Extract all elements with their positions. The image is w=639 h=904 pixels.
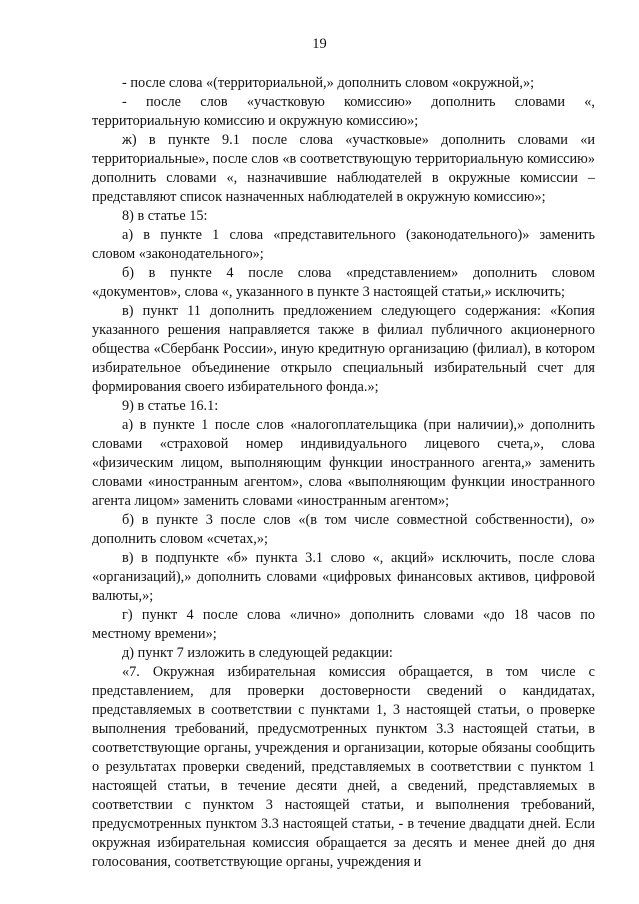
paragraph: ж) в пункте 9.1 после слова «участковые» дополнить словами «и территориальные», после слов «в соответствующую территориальную комиссию» дополнить словами «, назначившие наблюдателей в окружные комиссии – представляют список назначенных наблюдателей в окружную комиссию»;	[92, 132, 595, 205]
paragraph: «7. Окружная избирательная комиссия обращается, в том числе с представлением, для проверки достоверности сведений о кандидатах, представляемых в соответствии с пунктами 1, 3 настоящей статьи, о проверке выполнения требований, предусмотренных пунктом 3.3 настоящей статьи, в соответствующие органы, учреждения и организации, которые обязаны сообщить о результатах проверки сведений, представляемых в соответствии с пунктом 1 настоящей статьи, в течение десяти дней, а сведений, представляемых в соответствии с пунктом 3 настоящей статьи, и выполнения требований, предусмотренных пунктом 3.3 настоящей статьи, - в течение двадцати дней. Если окружная избирательная комиссия обращается за десять и менее дней до дня голосования, соответствующие органы, учреждения и	[92, 664, 595, 870]
paragraph: б) в пункте 4 после слова «представлением» дополнить словом «документов», слова «, указанного в пункте 3 настоящей статьи,» исключить;	[92, 265, 595, 300]
page-number: 19	[312, 36, 327, 52]
paragraph: 9) в статье 16.1:	[122, 398, 219, 414]
paragraph: в) в подпункте «б» пункта 3.1 слово «, акций» исключить, после слова «организаций),» дополнить словами «цифровых финансовых активов, цифровой валюты,»;	[92, 550, 595, 604]
paragraph: 8) в статье 15:	[122, 208, 208, 224]
paragraph: а) в пункте 1 после слов «налогоплательщика (при наличии),» дополнить словами «страховой номер индивидуального лицевого счета,», слова «физическим лицом, выполняющим функции иностранного агента,» заменить словами «иностранным агентом», слова «выполняющим функции иностранного агента лицом» заменить словами «иностранным агентом»;	[92, 417, 595, 509]
paragraph: а) в пункте 1 слова «представительного (законодательного)» заменить словом «законодательного»;	[92, 227, 595, 262]
document-body	[92, 74, 595, 872]
paragraph: в) пункт 11 дополнить предложением следующего содержания: «Копия указанного решения направляется также в филиал публичного акционерного общества «Сбербанк России», иную кредитную организацию (филиал), в котором избирательное объединение открыло специальный избирательный счет для формирования своего избирательного фонда.»;	[92, 303, 595, 395]
paragraph: г) пункт 4 после слова «лично» дополнить словами «до 18 часов по местному времени»;	[92, 607, 595, 642]
paragraph: д) пункт 7 изложить в следующей редакции:	[122, 645, 393, 661]
paragraph: - после слова «(территориальной,» дополнить словом «окружной,»;	[122, 75, 535, 91]
paragraph: - после слов «участковую комиссию» дополнить словами «, территориальную комиссию и окружную комиссию»;	[92, 94, 595, 129]
paragraph: б) в пункте 3 после слов «(в том числе совместной собственности), о» дополнить словом «счетах,»;	[92, 512, 595, 547]
